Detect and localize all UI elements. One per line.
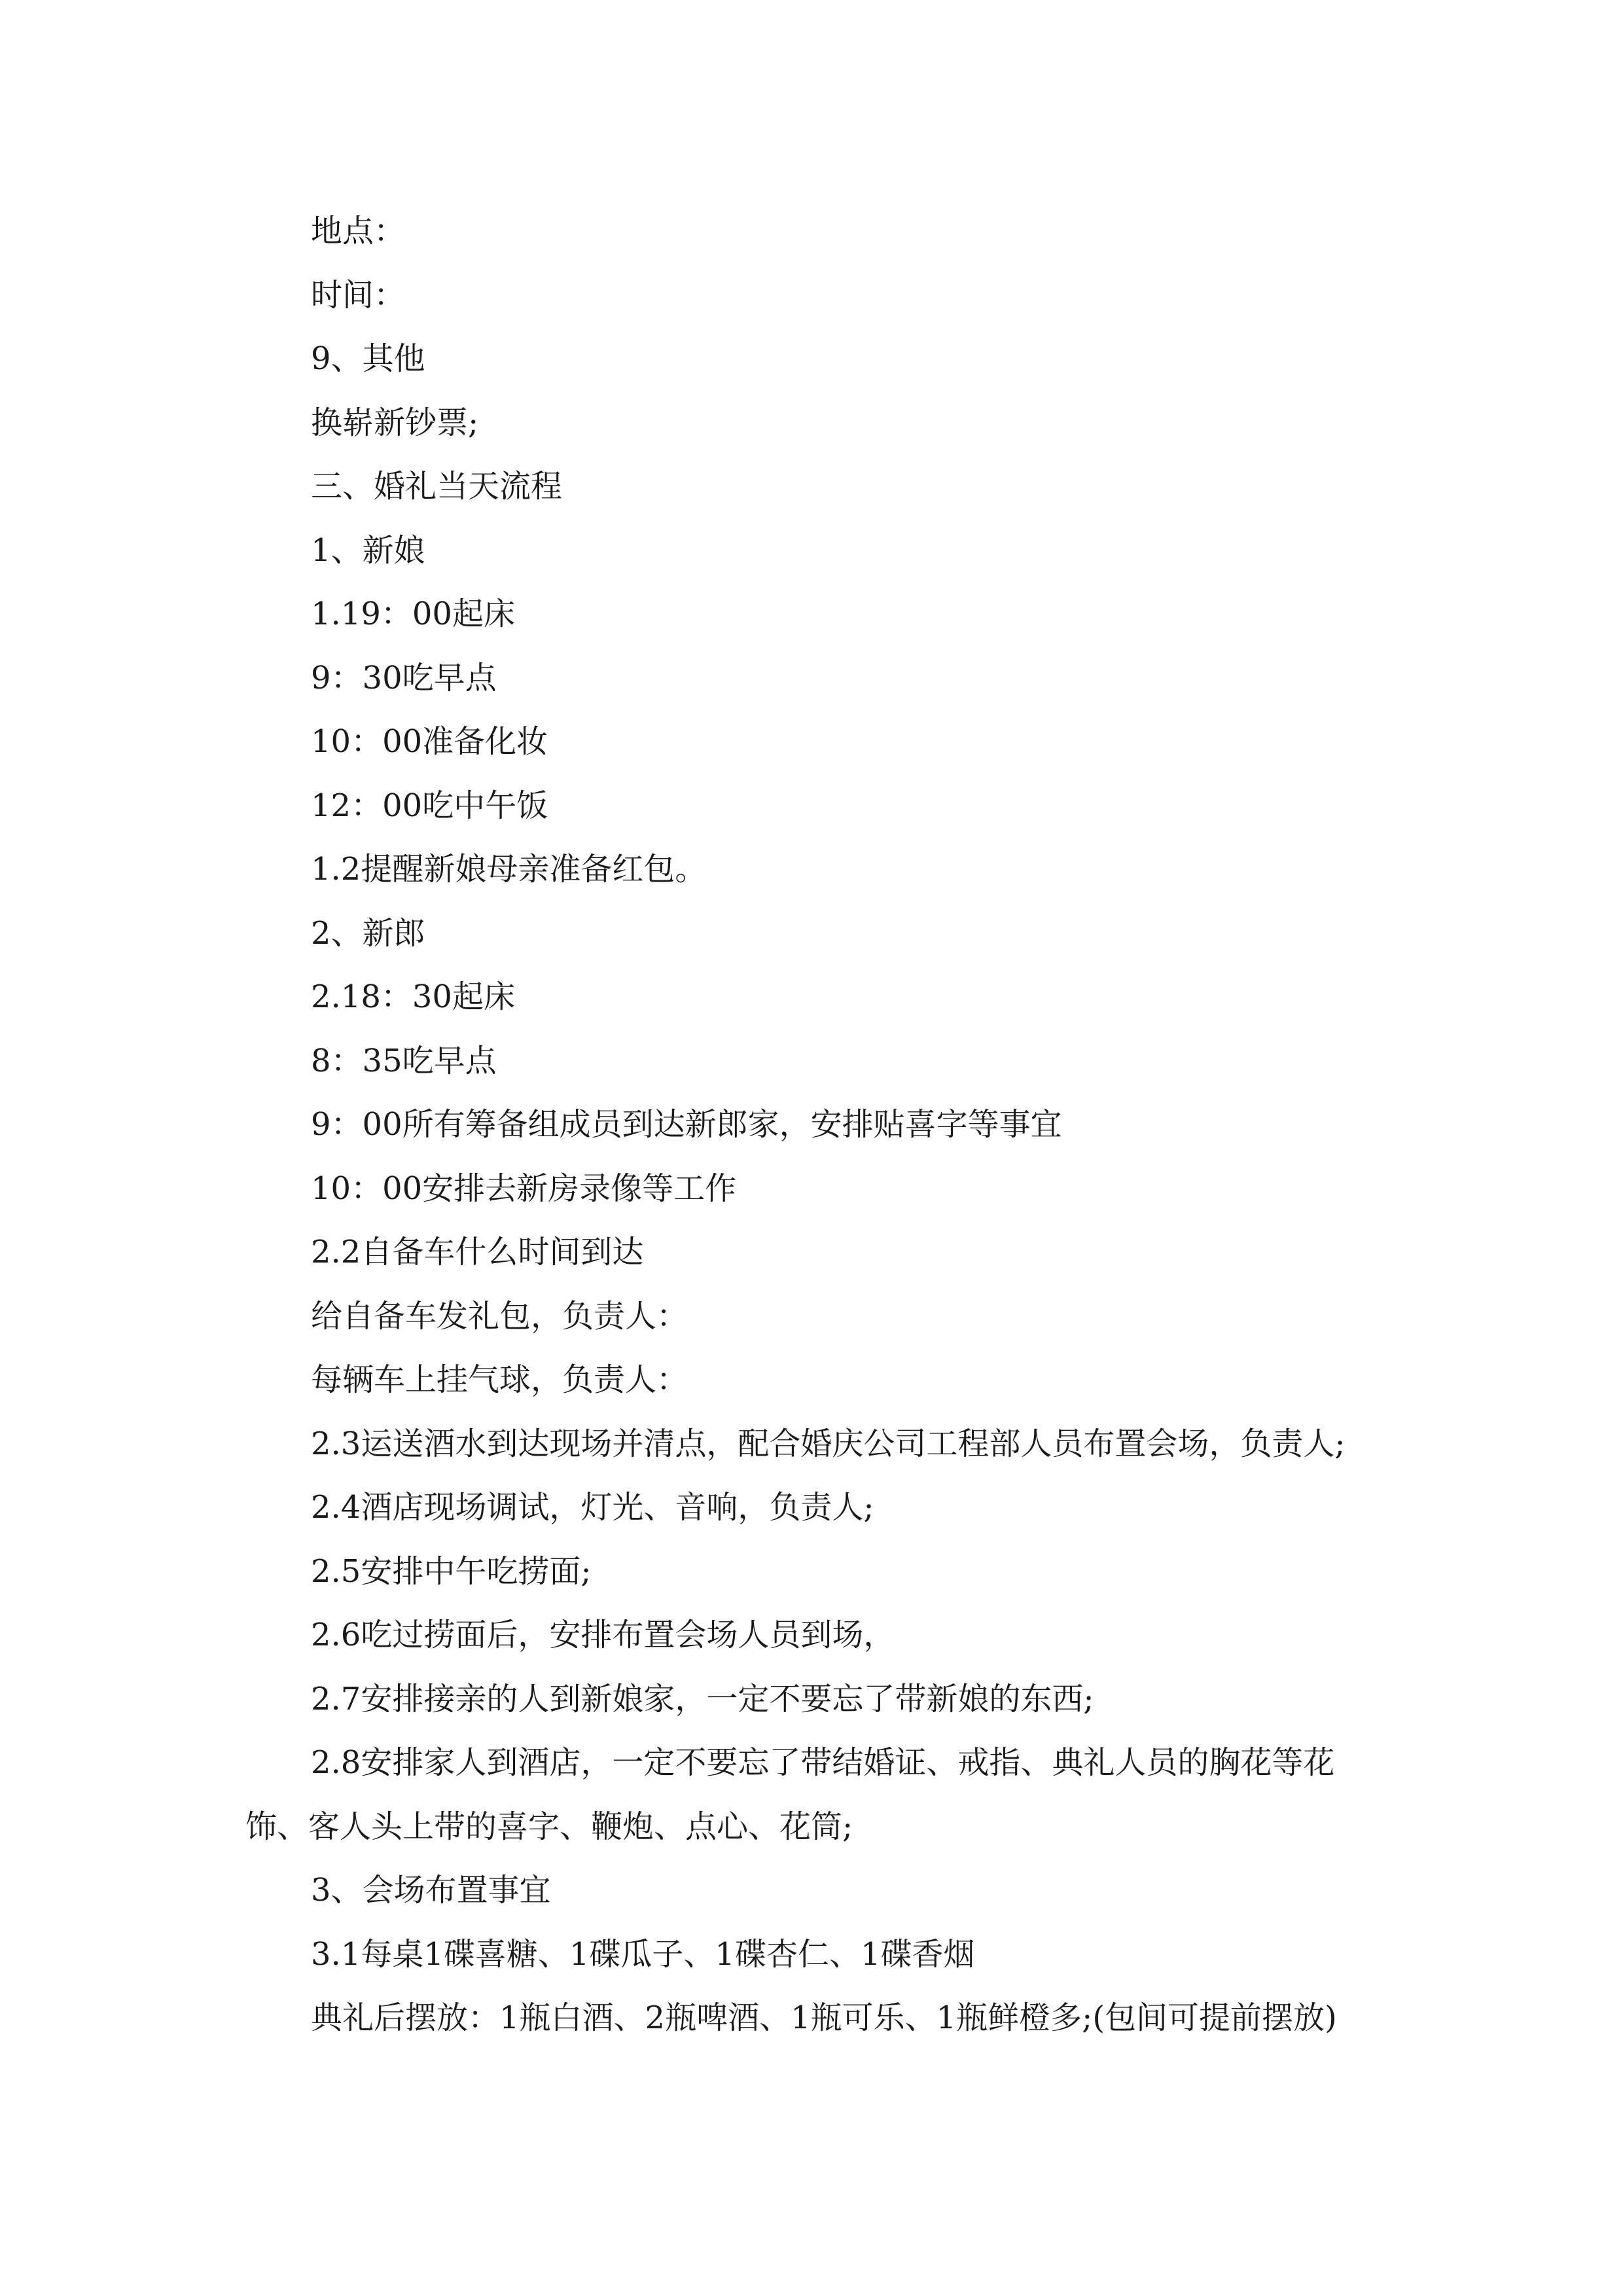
text-line: 2.6吃过捞面后，安排布置会场人员到场， [311, 1617, 895, 1653]
text-line: 给自备车发礼包，负责人： [311, 1297, 688, 1335]
text-line-continuation: 饰、客人头上带的喜字、鞭炮、点心、花筒; [245, 1808, 853, 1845]
text-line: 每辆车上挂气球，负责人： [311, 1361, 688, 1398]
text-line: 3.1每桌1碟喜糖、1碟瓜子、1碟杏仁、1碟香烟 [311, 1935, 975, 1973]
text-line: 2.18：30起床 [311, 978, 515, 1015]
subsection-heading: 2、新郎 [311, 914, 425, 952]
section-heading: 三、婚礼当天流程 [311, 468, 563, 505]
text-line: 典礼后摆放：1瓶白酒、2瓶啤酒、1瓶可乐、1瓶鲜橙多;(包间可提前摆放) [311, 2000, 1337, 2036]
text-line: 2.5安排中午吃捞面; [311, 1552, 592, 1590]
document-body [245, 200, 1391, 2051]
text-line: 8：35吃早点 [311, 1042, 497, 1079]
text-line: 9：00所有筹备组成员到达新郎家，安排贴喜字等事宜 [311, 1106, 1062, 1143]
text-line: 10：00安排去新房录像等工作 [311, 1170, 737, 1207]
subsection-heading: 3、会场布置事宜 [311, 1872, 551, 1909]
text-line: 12：00吃中午饭 [311, 787, 548, 824]
text-line: 10：00准备化妆 [311, 723, 548, 760]
text-line: 2.4酒店现场调试，灯光、音响，负责人; [311, 1489, 874, 1526]
text-line: 地点： [311, 213, 406, 249]
text-line: 9：30吃早点 [311, 659, 497, 696]
text-line: 1.2提醒新娘母亲准备红包。 [311, 851, 707, 888]
text-line: 换崭新钞票; [311, 404, 479, 441]
text-line: 2.3运送酒水到达现场并清点，配合婚庆公司工程部人员布置会场，负责人; [311, 1425, 1346, 1462]
text-line: 2.8安排家人到酒店，一定不要忘了带结婚证、戒指、典礼人员的胸花等花 [311, 1744, 1335, 1781]
text-line: 2.7安排接亲的人到新娘家，一定不要忘了带新娘的东西; [311, 1680, 1094, 1717]
text-line: 时间： [311, 276, 406, 314]
text-line: 1.19：00起床 [311, 596, 515, 632]
text-line: 2.2自备车什么时间到达 [311, 1234, 644, 1270]
text-line: 9、其他 [311, 340, 425, 377]
subsection-heading: 1、新娘 [311, 531, 425, 569]
